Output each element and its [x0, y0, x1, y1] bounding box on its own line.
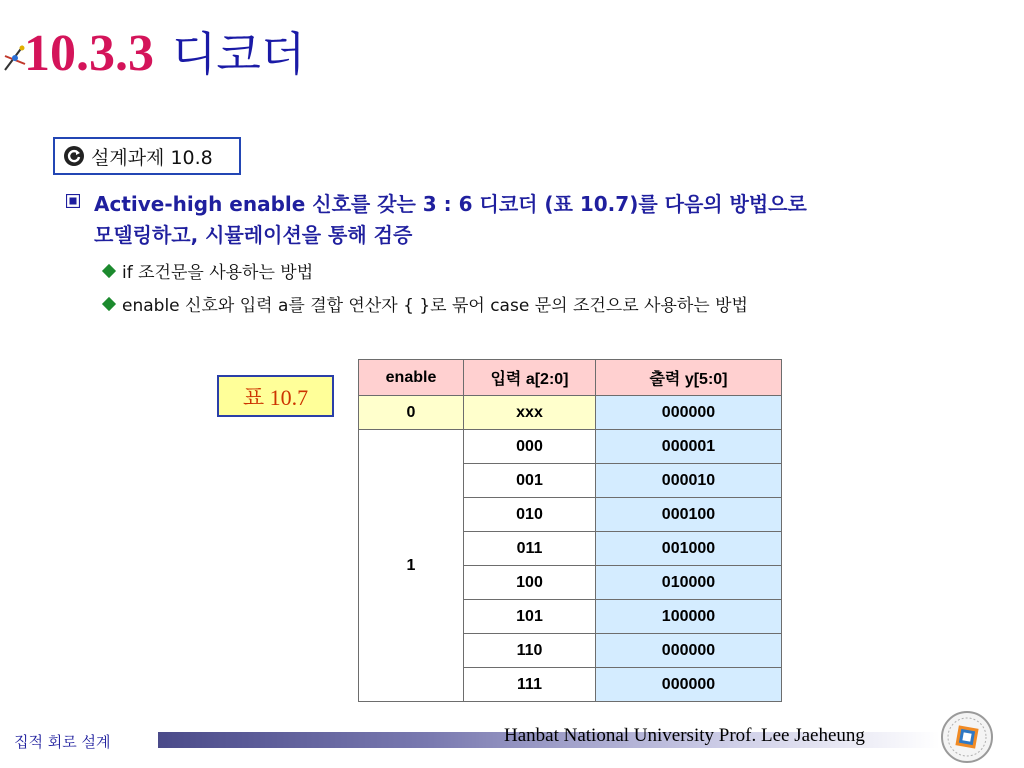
cell-input: 000 [464, 430, 596, 464]
sub-bullet-1-text: if 조건문을 사용하는 방법 [122, 263, 314, 283]
cell-input: 011 [464, 532, 596, 566]
refresh-circle-icon [63, 145, 85, 167]
table-row [359, 396, 782, 430]
cell-input: 111 [464, 668, 596, 702]
cell-output: 010000 [596, 566, 782, 600]
table-caption: 표 10.7 [217, 375, 334, 417]
cell-input: xxx [464, 396, 596, 430]
diamond-bullet-icon [102, 297, 116, 311]
cell-output: 000000 [596, 634, 782, 668]
main-bullet-line2: 모델링하고, 시뮬레이션을 통해 검증 [94, 223, 413, 247]
truth-table [358, 359, 782, 702]
title-text: 디코더 [172, 27, 306, 81]
cell-enable-merged: 1 [359, 430, 464, 702]
cell-output: 000001 [596, 430, 782, 464]
sub-bullet-2-text: enable 신호와 입력 a를 결합 연산자 { }로 묶어 case 문의 조건으로 사용하는 방법 [122, 296, 748, 316]
title-number: 10.3.3 [24, 25, 154, 82]
square-bullet-icon [66, 194, 80, 208]
cell-output: 000010 [596, 464, 782, 498]
cell-enable: 0 [359, 396, 464, 430]
cell-output: 000000 [596, 668, 782, 702]
sub-bullet-1 [104, 258, 313, 283]
table-row [359, 430, 782, 464]
cell-input: 001 [464, 464, 596, 498]
diamond-bullet-icon [102, 264, 116, 278]
sub-bullet-2 [104, 291, 748, 316]
course-name: 집적 회로 설계 [14, 733, 111, 751]
cell-input: 101 [464, 600, 596, 634]
university-credit: Hanbat National University Prof. Lee Jaeheung [504, 725, 865, 746]
cell-input: 010 [464, 498, 596, 532]
main-bullet-line1: Active-high enable 신호를 갖는 3 : 6 디코더 (표 10.7)를 다음의 방법으로 [94, 192, 807, 216]
cell-output: 100000 [596, 600, 782, 634]
table-header-row [359, 360, 782, 396]
design-task-label: 설계과제 10.8 [91, 146, 213, 169]
cell-output: 000100 [596, 498, 782, 532]
slide-title [24, 18, 305, 88]
university-seal-icon [940, 710, 994, 764]
header-enable: enable [359, 360, 464, 396]
cell-input: 110 [464, 634, 596, 668]
cell-output: 000000 [596, 396, 782, 430]
header-output: 출력 y[5:0] [596, 360, 782, 396]
cell-output: 001000 [596, 532, 782, 566]
cell-input: 100 [464, 566, 596, 600]
design-task-box [53, 137, 241, 175]
header-input: 입력 a[2:0] [464, 360, 596, 396]
